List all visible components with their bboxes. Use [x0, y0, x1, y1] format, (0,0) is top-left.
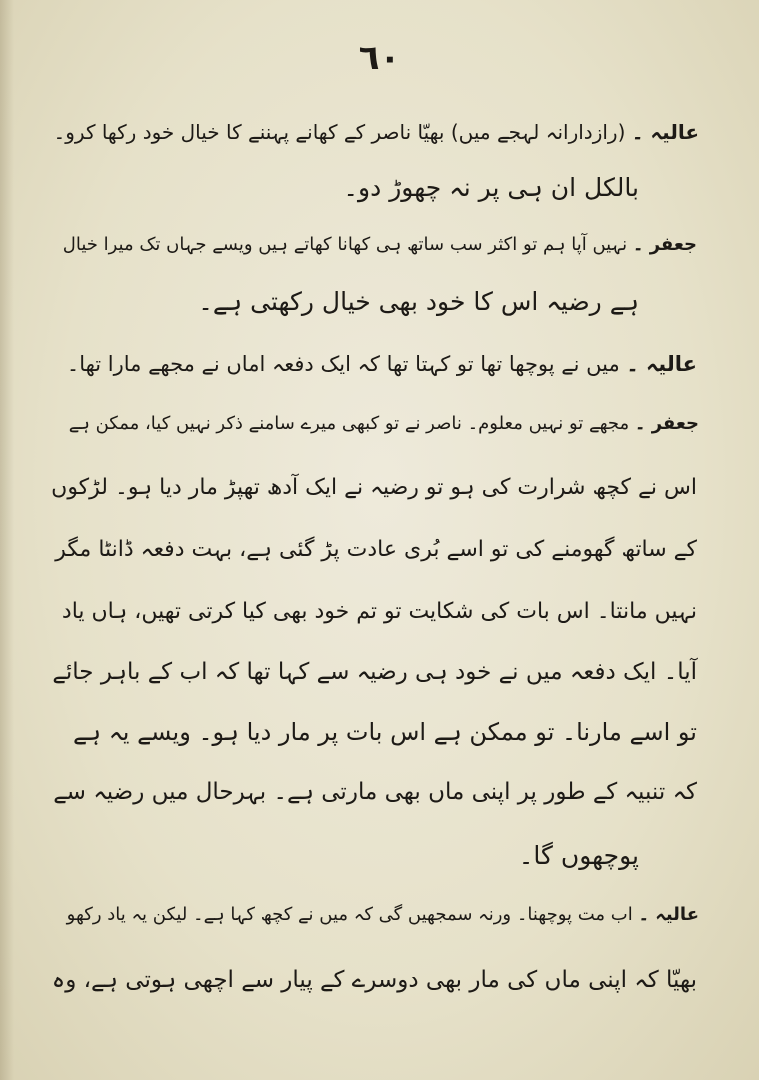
text-line [62, 592, 697, 632]
speaker-name: جعفر ۔ [634, 413, 699, 434]
text-line [67, 895, 699, 935]
line-text: تو اسے مارنا۔ تو ممکن ہے اس بات پر مار دیا ہو۔ ویسے یہ ہے [72, 718, 697, 746]
text-line [73, 712, 697, 752]
text-line [52, 960, 697, 1000]
line-text: بھیّا کہ اپنی ماں کی مار بھی دوسرے کے پیار سے اچھی ہوتی ہے، وہ [51, 967, 697, 993]
speaker-name: عالیہ ۔ [631, 120, 699, 144]
line-text: بالکل ان ہی پر نہ چھوڑ دو۔ [343, 173, 639, 202]
text-line [52, 652, 697, 692]
line-text: پوچھوں گا۔ [518, 841, 639, 870]
text-line [69, 404, 699, 444]
text-line [519, 836, 639, 876]
text-line [63, 225, 697, 265]
line-text: آیا۔ ایک دفعہ میں نے خود ہی رضیہ سے کہا تھا کہ اب کے باہر جائے [52, 659, 697, 685]
speaker-name: عالیہ ۔ [626, 352, 697, 376]
line-text: (رازدارانہ لہجے میں) بھیّا ناصر کے کھانے پہننے کا خیال خود رکھا کرو۔ [53, 120, 626, 144]
text-line [55, 530, 697, 570]
text-line [51, 468, 697, 508]
page-number: ٦٠ [358, 38, 401, 78]
line-text: ہے رضیہ اس کا خود بھی خیال رکھتی ہے۔ [198, 287, 639, 316]
speaker-name: جعفر ۔ [632, 234, 697, 255]
line-text: نہیں آپا ہم تو اکثر سب ساتھ ہی کھانا کھاتے ہیں ویسے جہاں تک میرا خیال [62, 234, 628, 255]
speaker-name: عالیہ ۔ [638, 904, 699, 925]
line-text: کے ساتھ گھومنے کی تو اسے بُری عادت پڑ گئی ہے، بہت دفعہ ڈانٹا مگر [55, 537, 697, 562]
line-text: کہ تنبیہ کے طور پر اپنی ماں بھی مارتی ہے۔ بہرحال میں رضیہ سے [53, 779, 697, 805]
line-text: اس نے کچھ شرارت کی ہو تو رضیہ نے ایک آدھ تھپڑ مار دیا ہو۔ لڑکوں [51, 475, 697, 500]
text-line [53, 772, 697, 812]
text-line [343, 168, 639, 208]
line-text: میں نے پوچھا تھا تو کہتا تھا کہ ایک دفعہ اماں نے مجھے مارا تھا۔ [66, 352, 620, 376]
text-line [198, 282, 639, 322]
text-line [54, 112, 699, 152]
line-text: مجھے تو نہیں معلوم۔ ناصر نے تو کبھی میرے سامنے ذکر نہیں کیا، ممکن ہے [68, 413, 630, 434]
text-line [67, 344, 697, 384]
line-text: نہیں مانتا۔ اس بات کی شکایت تو تم خود بھی کیا کرتی تھیں، ہاں یاد [61, 599, 697, 624]
line-text: اب مت پوچھنا۔ ورنہ سمجھیں گی کہ میں نے کچھ کہا ہے۔ لیکن یہ یاد رکھو [66, 904, 633, 925]
page-edge-shadow [0, 0, 14, 1080]
